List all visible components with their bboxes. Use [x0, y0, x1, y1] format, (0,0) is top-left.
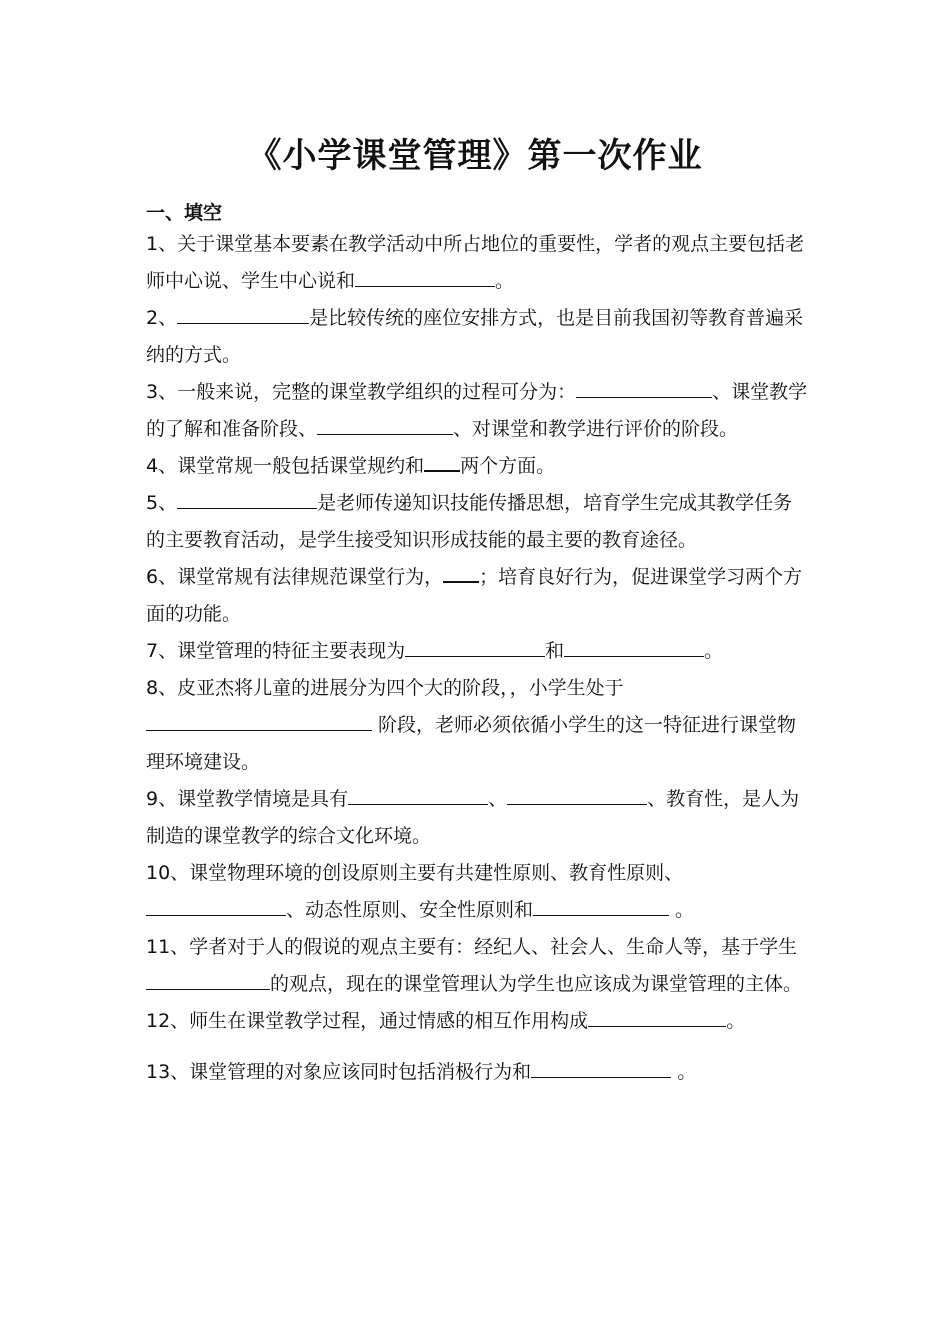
- question-text: 。: [704, 640, 724, 662]
- answer-blank[interactable]: [146, 969, 270, 990]
- question-7: [146, 633, 811, 670]
- answer-blank[interactable]: [405, 636, 545, 657]
- question-text: 3、一般来说，完整的课堂教学组织的过程可分为：: [146, 381, 577, 403]
- question-text: 的观点，现在的课堂管理认为学生也应该成为课堂管理的主体。: [270, 973, 803, 995]
- page-title: 《小学课堂管理》第一次作业: [247, 136, 703, 176]
- question-text: 是比较传统的座位安排方式，也是目前我国初等教育普遍采纳的方式。: [146, 307, 804, 366]
- answer-blank[interactable]: [576, 377, 712, 398]
- question-text: 是老师传递知识技能传播思想，培育学生完成其教学任务的主要教育活动，是学生接受知识形成技能的最主要的教育途径。: [146, 492, 793, 551]
- answer-blank[interactable]: [588, 1006, 726, 1027]
- answer-blank[interactable]: [533, 895, 669, 916]
- question-text: 4、课堂常规一般包括课堂规约和: [146, 455, 425, 477]
- question-1: [146, 226, 811, 300]
- question-text: 、教育性，是人为制造的课堂教学的综合文化环境。: [146, 788, 800, 847]
- question-text: 10、课堂物理环境的创设原则主要有共建性原则、教育性原则、: [146, 862, 684, 884]
- answer-blank[interactable]: [146, 710, 372, 731]
- question-text: 2、: [146, 307, 178, 329]
- answer-blank[interactable]: [564, 636, 704, 657]
- question-text: 和: [545, 640, 565, 662]
- question-text: 8、皮亚杰将儿童的进展分为四个大的阶段，，小学生处于: [146, 677, 624, 699]
- question-2: [146, 300, 811, 374]
- question-3: [146, 374, 811, 448]
- question-text: 13、课堂管理的对象应该同时包括消极行为和: [146, 1061, 532, 1083]
- question-text: 阶段，老师必须依循小学生的这一特征进行课堂物理环境建设。: [146, 714, 797, 773]
- question-11: [146, 929, 811, 1003]
- question-text: 、动态性原则、安全性原则和: [286, 899, 534, 921]
- answer-blank[interactable]: [177, 303, 309, 324]
- answer-blank[interactable]: [507, 784, 647, 805]
- answer-blank[interactable]: [177, 488, 317, 509]
- question-text: 6、课堂常规有法律规范课堂行为，: [146, 566, 444, 588]
- answer-blank[interactable]: [531, 1057, 671, 1078]
- question-text: 、: [488, 788, 508, 810]
- section-heading: 一、填空: [146, 202, 223, 224]
- question-text: 11、学者对于人的假说的观点主要有：经纪人、社会人、生命人等，基于学生: [146, 936, 798, 958]
- answer-blank[interactable]: [317, 414, 453, 435]
- question-4: [146, 448, 811, 485]
- question-text: ；培育良好行为，促进课堂学习两个方面的功能。: [146, 566, 803, 625]
- question-text: 、课堂教学的了解和准备阶段、: [146, 381, 808, 440]
- question-text: 。: [669, 899, 695, 921]
- question-12: [146, 1003, 811, 1040]
- question-5: [146, 485, 811, 559]
- answer-blank[interactable]: [348, 784, 488, 805]
- question-text: 1、关于课堂基本要素在教学活动中所占地位的重要性，学者的观点主要包括老师中心说、学生中心说和: [146, 233, 805, 292]
- question-text: 。: [671, 1061, 697, 1083]
- question-text: 两个方面。: [460, 455, 556, 477]
- answer-blank[interactable]: [424, 450, 460, 472]
- question-text: 7、课堂管理的特征主要表现为: [146, 640, 406, 662]
- question-text: 。: [726, 1010, 746, 1032]
- question-13: [146, 1054, 811, 1091]
- answer-blank[interactable]: [355, 266, 495, 287]
- question-8: [146, 670, 811, 781]
- question-6: [146, 559, 811, 633]
- question-10: [146, 855, 811, 929]
- answer-blank[interactable]: [443, 561, 479, 583]
- question-text: 、对课堂和教学进行评价的阶段。: [453, 418, 739, 440]
- question-text: 。: [495, 270, 515, 292]
- question-text: 12、师生在课堂教学过程，通过情感的相互作用构成: [146, 1010, 589, 1032]
- answer-blank[interactable]: [146, 895, 286, 916]
- question-text: 5、: [146, 492, 178, 514]
- question-text: 9、课堂教学情境是具有: [146, 788, 349, 810]
- question-list: [146, 226, 811, 1091]
- question-9: [146, 781, 811, 855]
